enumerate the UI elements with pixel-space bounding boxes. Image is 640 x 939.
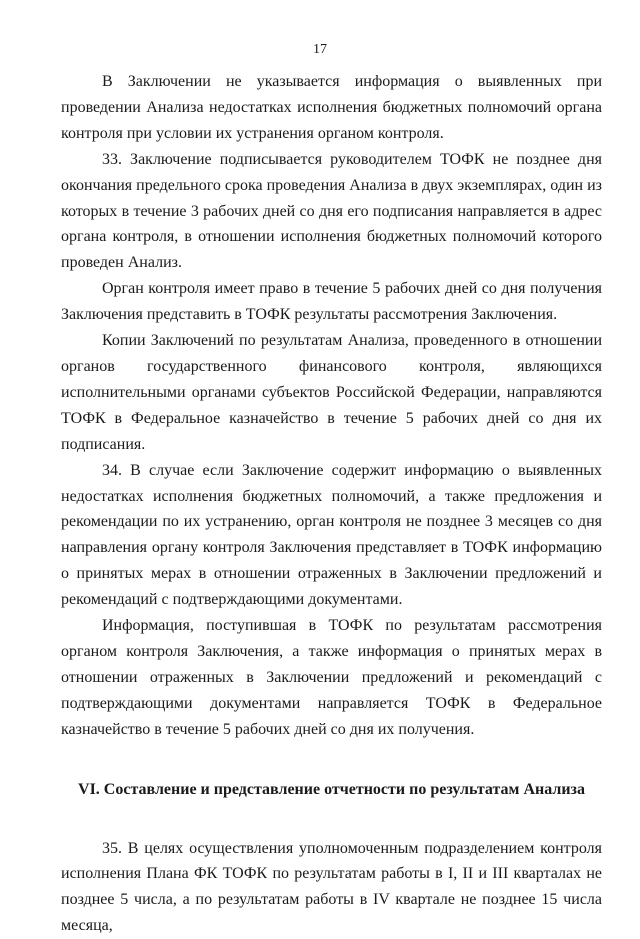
section-heading: VI. Составление и представление отчетности по результатам Анализа <box>78 780 585 798</box>
paragraph-information-received: Информация, поступившая в ТОФК по результатам рассмотрения органом контроля Заключения, а также информация о принятых мерах в отношении отраженных в Заключении предложений и рекомендаций с подтверждающими документами направляется ТОФК в Федеральное казначейство в течение 5 рабочих дней со дня их получения. <box>61 617 602 738</box>
paragraph-copies-of-conclusions: Копии Заключений по результатам Анализа, проведенного в отношении органов государственного финансового контроля, являющихся исполнительными органами субъектов Российской Федерации, направляются ТОФК в Федеральное казначейство в течение 5 рабочих дней со дня их подписания. <box>61 332 602 453</box>
paragraph-35: 35. В целях осуществления уполномоченным подразделением контроля исполнения Плана ФК ТОФК по результатам работы в I, II и III кварталах не позднее 5 числа, а по результатам работы в IV квартале не позднее 15 числа месяца, <box>61 839 602 935</box>
paragraph-34: 34. В случае если Заключение содержит информацию о выявленных недостатках исполнения бюджетных полномочий, а также предложения и рекомендации по их устранению, орган контроля не позднее 3 месяцев со дня направления органу контроля Заключения представляет в ТОФК информацию о принятых мерах в отношении отраженных в Заключении предложений и рекомендаций с подтверждающими документами. <box>61 461 602 609</box>
document-body <box>61 69 602 939</box>
page-number: 17 <box>313 42 327 57</box>
paragraph-control-body-right: Орган контроля имеет право в течение 5 рабочих дней со дня получения Заключения представить в ТОФК результаты рассмотрения Заключения. <box>61 280 602 324</box>
paragraph-conclusion-exclusion: В Заключении не указывается информация о выявленных при проведении Анализа недостатках исполнения бюджетных полномочий органа контроля при условии их устранения органом контроля. <box>61 73 602 142</box>
paragraph-33: 33. Заключение подписывается руководителем ТОФК не позднее дня окончания предельного срока проведения Анализа в двух экземплярах, один из которых в течение 3 рабочих дней со дня его подписания направляется в адрес органа контроля, в отношении исполнения бюджетных полномочий которого проведен Анализ. <box>61 150 602 272</box>
